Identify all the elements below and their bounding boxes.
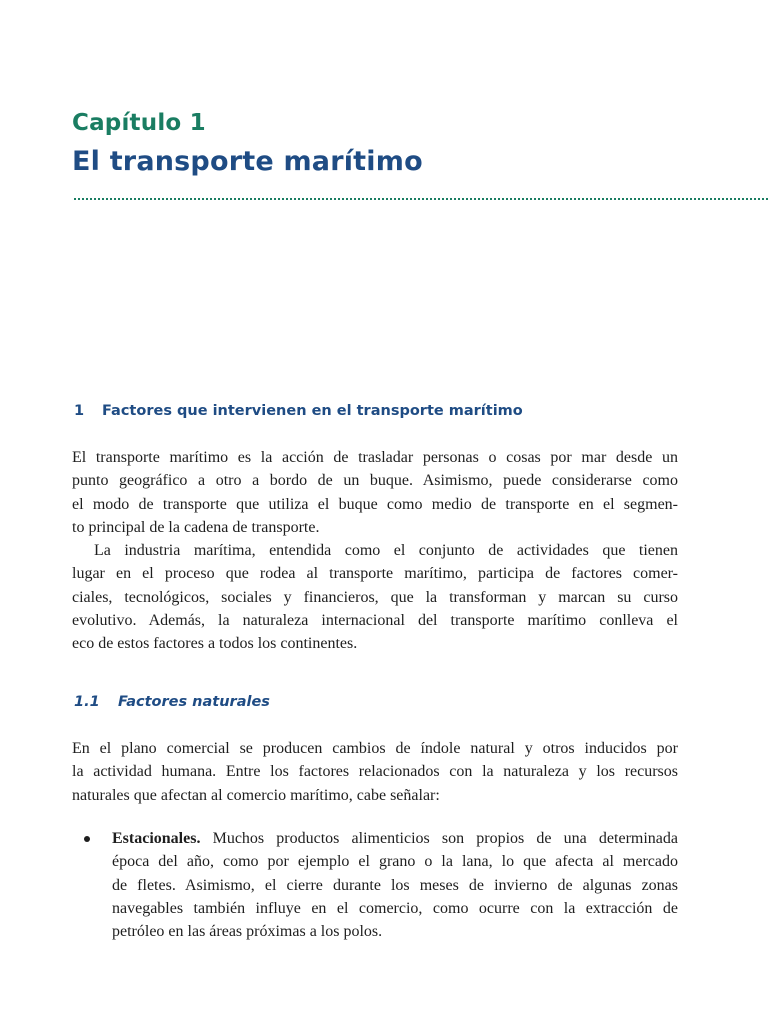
bullet-line: Muchos productos alimenticios son propios de una determinada [200,830,678,847]
paragraph-line: ciales, tecnológicos, sociales y financieros, que la transforman y marcan su curso [72,588,678,606]
paragraph-2 [72,539,678,655]
paragraph-line: punto geográfico a otro a bordo de un buque. Asimismo, puede considerarse como [72,472,678,490]
paragraph-1 [72,446,678,539]
paragraph-line: evolutivo. Además, la naturaleza internacional del transporte marítimo conlleva el [72,611,678,629]
paragraph-line: eco de estos factores a todos los continentes. [72,635,358,653]
paragraph-line: En el plano comercial se producen cambios de índole natural y otros inducidos por [72,740,678,757]
section-title: Factores que intervienen en el transporte marítimo [102,403,523,419]
subsection-heading [74,694,270,710]
paragraph-line: el modo de transporte que utiliza el buque como medio de transporte en el segmen- [72,495,678,513]
paragraph-line: lugar en el proceso que rodea al transporte marítimo, participa de factores comer- [72,565,678,583]
bullet-term: Estacionales. [112,830,201,847]
bullet-line: de fletes. Asimismo, el cierre durante los meses de invierno de algunas zonas [112,876,678,894]
subsection-title: Factores naturales [118,694,270,710]
bullet-line: época del año, como por ejemplo el grano o la lana, lo que afecta al mercado [112,853,678,871]
chapter-label: Capítulo 1 [72,110,206,136]
paragraph-line: to principal de la cadena de transporte. [72,518,320,536]
bullet-dot-icon [84,836,90,842]
bullet-line: petróleo en las áreas próximas a los polos. [112,923,383,941]
paragraph-line: naturales que afectan al comercio marítimo, cabe señalar: [72,786,440,804]
bullet-line: navegables también influye en el comercio, como ocurre con la extracción de [112,899,678,917]
bullet-item [112,827,678,943]
paragraph-3 [72,737,678,807]
dotted-divider [74,198,768,200]
section-number: 1 [74,403,85,419]
subsection-number: 1.1 [74,694,100,710]
paragraph-line: El transporte marítimo es la acción de trasladar personas o cosas por mar desde un [72,449,678,466]
paragraph-line: La industria marítima, entendida como el conjunto de actividades que tienen [94,542,678,559]
section-heading [74,403,523,419]
chapter-title: El transporte marítimo [72,146,423,177]
paragraph-line: la actividad humana. Entre los factores relacionados con la naturaleza y los recursos [72,763,678,781]
